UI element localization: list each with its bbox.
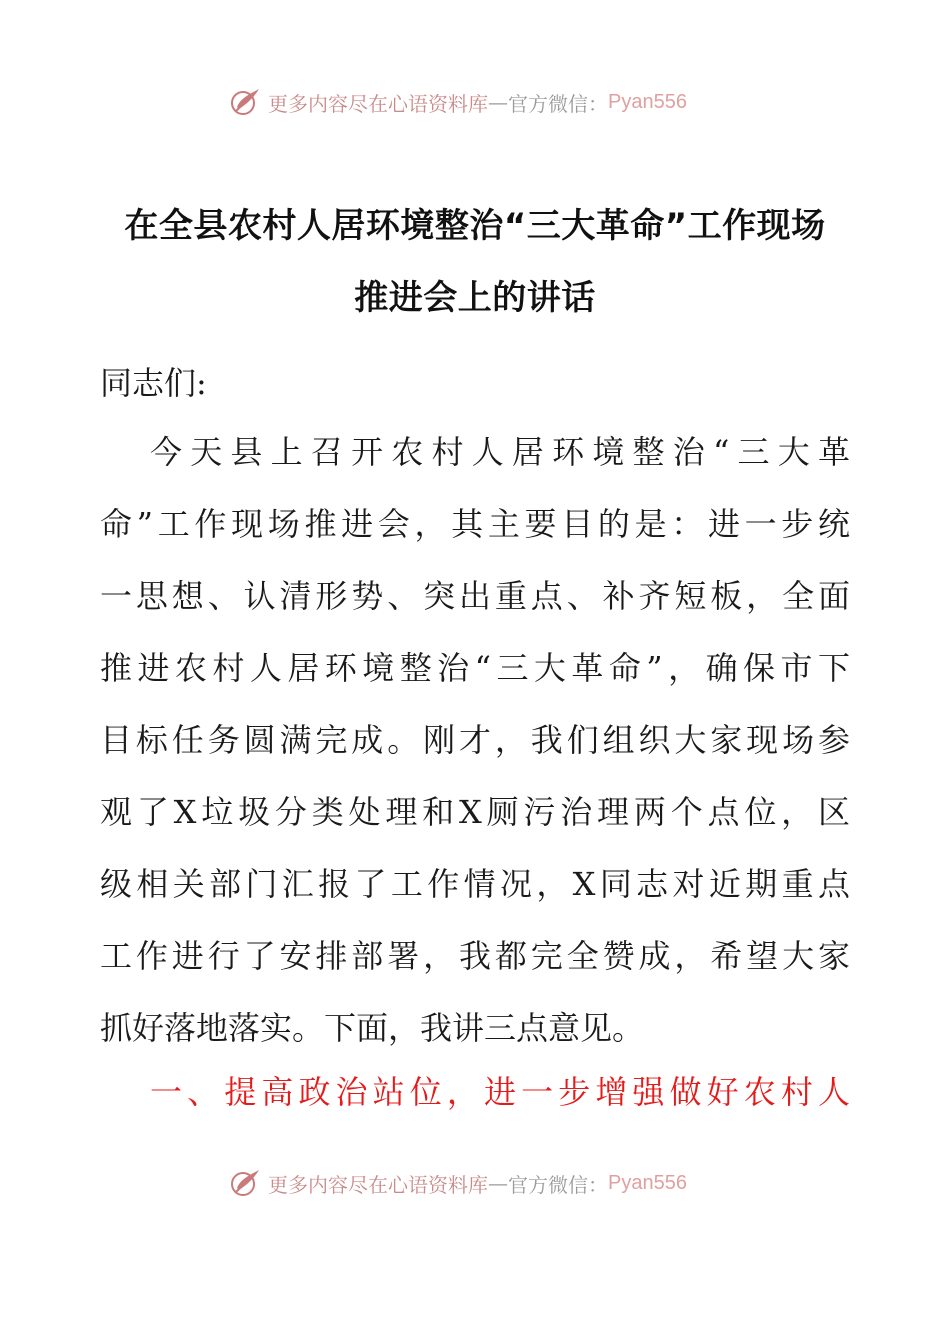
section-heading-1: 一、提高政治站位，进一步增强做好农村人 [150,1073,850,1111]
watermark-footer [228,1163,687,1203]
paragraph-line: 观了X垃圾分类处理和X厕污治理两个点位，区 [100,793,850,831]
watermark-header [228,82,687,122]
watermark-official-text: 官方微信： [508,91,608,116]
paragraph-line: 工作进行了安排部署，我都完全赞成，希望大家 [100,937,850,975]
watermark-site-text: 更多内容尽在心语资料库 [268,1172,488,1197]
watermark-wechat-id: Pyan556 [608,90,687,113]
paragraph-line: 今天县上召开农村人居环境整治“三大革 [150,433,850,471]
paragraph-line: 抓好落地落实。下面，我讲三点意见。 [100,1009,645,1047]
paragraph-line: 命”工作现场推进会，其主要目的是：进一步统 [100,505,850,543]
watermark-wechat-id: Pyan556 [608,1171,687,1194]
paragraph-1 [100,416,850,1064]
paragraph-line: 一思想、认清形势、突出重点、补齐短板，全面 [100,577,850,615]
quill-logo-icon [228,1166,262,1200]
paragraph-line: 目标任务圆满完成。刚才，我们组织大家现场参 [100,721,850,759]
document-title-line2: 推进会上的讲话 [354,278,596,318]
greeting: 同志们: [100,364,207,402]
watermark-official-text: 官方微信： [508,1172,608,1197]
quill-logo-icon [228,85,262,119]
paragraph-line: 级相关部门汇报了工作情况，X同志对近期重点 [100,865,850,903]
watermark-site-text: 更多内容尽在心语资料库 [268,91,488,116]
watermark-dash: — [488,1171,508,1195]
watermark-dash: — [488,90,508,114]
paragraph-line: 推进农村人居环境整治“三大革命”，确保市下 [100,649,850,687]
document-title-line1: 在全县农村人居环境整治“三大革命”工作现场 [124,206,826,246]
